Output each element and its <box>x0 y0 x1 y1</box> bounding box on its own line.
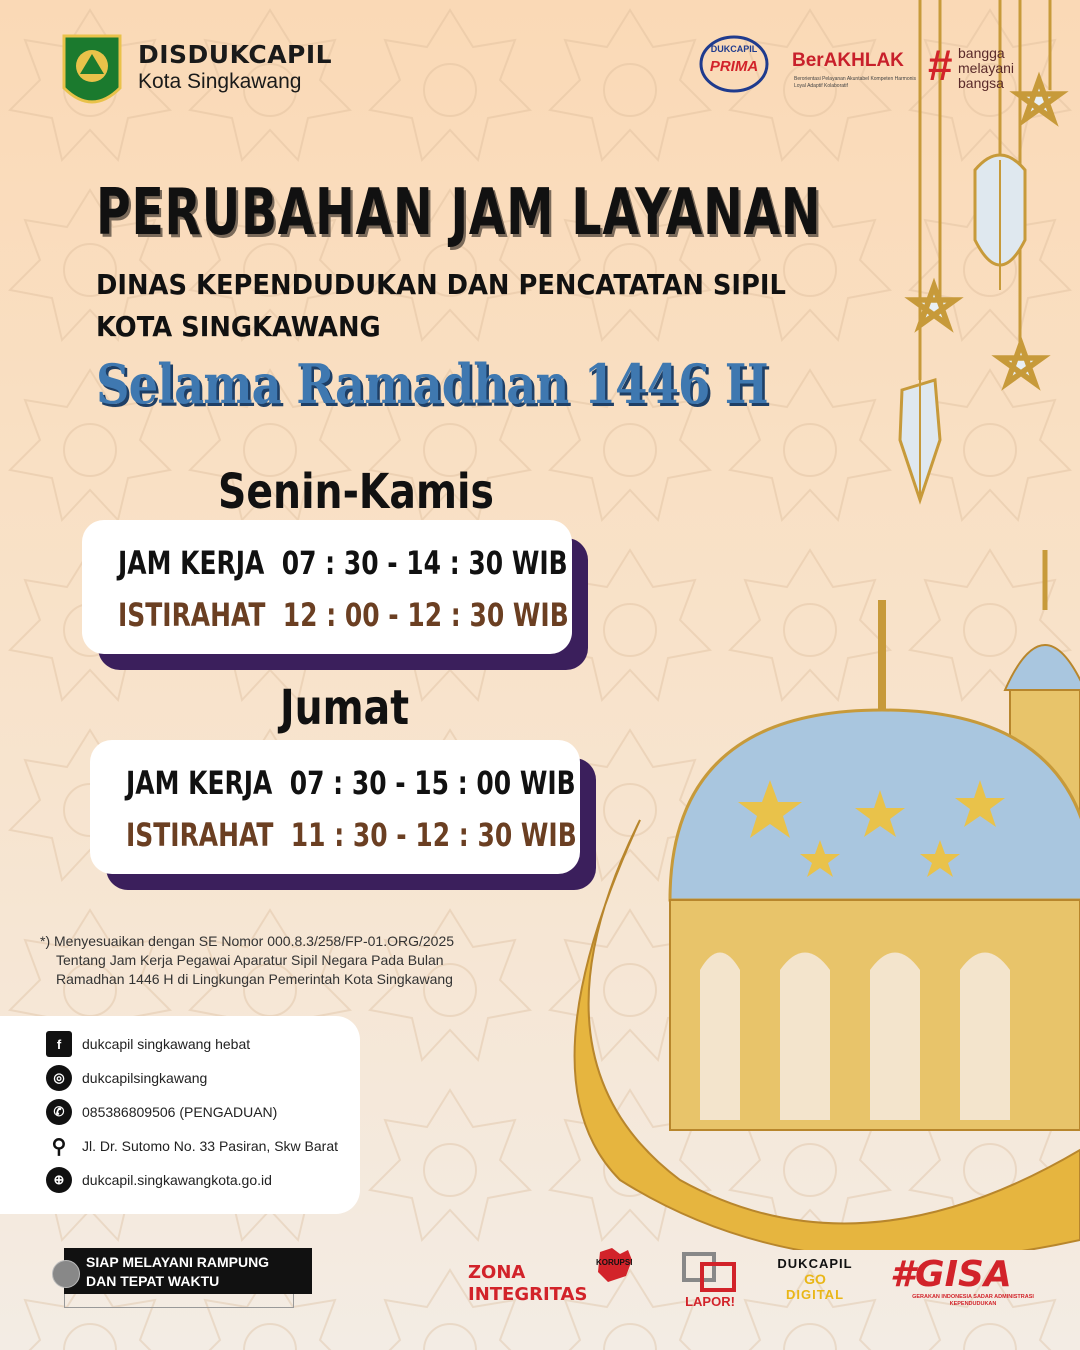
dukcapil-prima-logo <box>698 34 770 94</box>
berakhlak-tagline: Berorientasi Pelayanan Akuntabel Kompeten Harmonis Loyal Adaptif Kolaboratif <box>794 76 917 89</box>
dukcapil-go-digital-logo: DUKCAPIL GO DIGITAL <box>777 1256 853 1302</box>
contact-text: dukcapilsingkawang <box>82 1070 208 1086</box>
city-emblem-logo <box>60 30 124 116</box>
lantern-1 <box>975 155 1025 290</box>
contact-website[interactable] <box>46 1166 272 1194</box>
footnote-line3: Ramadhan 1446 H di Lingkungan Pemerintah Kota Singkawang <box>56 971 453 987</box>
work-time: 07 : 30 - 14 : 30 WIB <box>281 544 568 582</box>
contact-text: 085386809506 (PENGADUAN) <box>82 1104 278 1120</box>
gisa-tagline: GERAKAN INDONESIA SADAR ADMINISTRASI KEPENDUDUKAN <box>912 1294 1034 1307</box>
footnote-line2: Tentang Jam Kerja Pegawai Aparatur Sipil Negara Pada Bulan <box>56 952 444 968</box>
agency-name-line1: DINAS KEPENDUDUKAN DAN PENCATATAN SIPIL <box>96 268 786 301</box>
work-label: JAM KERJA <box>118 544 265 582</box>
korupsi-text: KORUPSI <box>596 1258 633 1267</box>
poster-title: PERUBAHAN JAM LAYANAN <box>96 176 822 250</box>
rest-hours-row <box>126 816 577 854</box>
contact-phone[interactable] <box>46 1098 277 1126</box>
rest-hours-row <box>118 596 569 634</box>
bangga-melayani-bangsa-logo <box>928 41 1038 94</box>
rest-label: ISTIRAHAT <box>126 816 274 854</box>
schedule-card-senin-kamis <box>82 520 572 654</box>
instagram-icon: ◎ <box>46 1065 72 1091</box>
work-time: 07 : 30 - 15 : 00 WIB <box>289 764 576 802</box>
globe-icon: ⊕ <box>46 1167 72 1193</box>
bangga-text: bangga melayani bangsa <box>958 45 1015 91</box>
tagline-text: SIAP MELAYANI RAMPUNG DAN TEPAT WAKTU <box>86 1254 270 1289</box>
no-korupsi-logo <box>582 1246 654 1286</box>
day-heading-senin-kamis: Senin-Kamis <box>218 464 494 520</box>
org-city: Kota Singkawang <box>138 70 302 93</box>
work-hours-row <box>126 764 576 802</box>
contact-text: dukcapil singkawang hebat <box>82 1036 251 1052</box>
contact-instagram[interactable] <box>46 1064 207 1092</box>
berakhlak-logo: BerAKHLAK <box>792 50 904 71</box>
contact-address[interactable] <box>46 1132 338 1160</box>
contact-text: Jl. Dr. Sutomo No. 33 Pasiran, Skw Barat <box>82 1138 338 1154</box>
rest-label: ISTIRAHAT <box>118 596 266 634</box>
schedule-card-jumat <box>90 740 580 874</box>
phone-icon: ✆ <box>46 1099 72 1125</box>
day-heading-jumat: Jumat <box>280 680 410 736</box>
footnote-line1: *) Menyesuaikan dengan SE Nomor 000.8.3/258/FP-01.ORG/2025 <box>40 933 455 949</box>
ramadhan-period: Selama Ramadhan 1446 H <box>96 352 768 416</box>
facebook-icon: f <box>46 1031 72 1057</box>
work-label: JAM KERJA <box>126 764 273 802</box>
agency-name-line2: KOTA SINGKAWANG <box>96 310 381 343</box>
tagline-dot <box>52 1260 80 1288</box>
work-hours-row <box>118 544 568 582</box>
lantern-2 <box>900 380 940 500</box>
star-ornament-3 <box>1000 344 1042 383</box>
org-name: DISDUKCAPIL <box>138 40 333 69</box>
location-icon: ⚲ <box>51 1135 67 1158</box>
contact-text: dukcapil.singkawangkota.go.id <box>82 1172 272 1188</box>
prima-logo-bottom: PRIMA <box>709 58 759 75</box>
rest-time: 11 : 30 - 12 : 30 WIB <box>290 816 577 854</box>
mosque-illustration <box>560 540 1080 1250</box>
contact-facebook[interactable] <box>46 1030 250 1058</box>
prima-logo-top: DUKCAPIL <box>710 44 758 54</box>
lapor-logo-text: LAPOR! <box>685 1294 735 1309</box>
regulation-footnote <box>40 932 454 989</box>
bangga-hash: # <box>928 41 953 90</box>
zona-integritas-logo: ZONA INTEGRITAS <box>468 1262 588 1305</box>
rest-time: 12 : 00 - 12 : 30 WIB <box>282 596 569 634</box>
contact-panel <box>0 1016 360 1214</box>
gisa-logo: #GISA <box>890 1254 1012 1295</box>
